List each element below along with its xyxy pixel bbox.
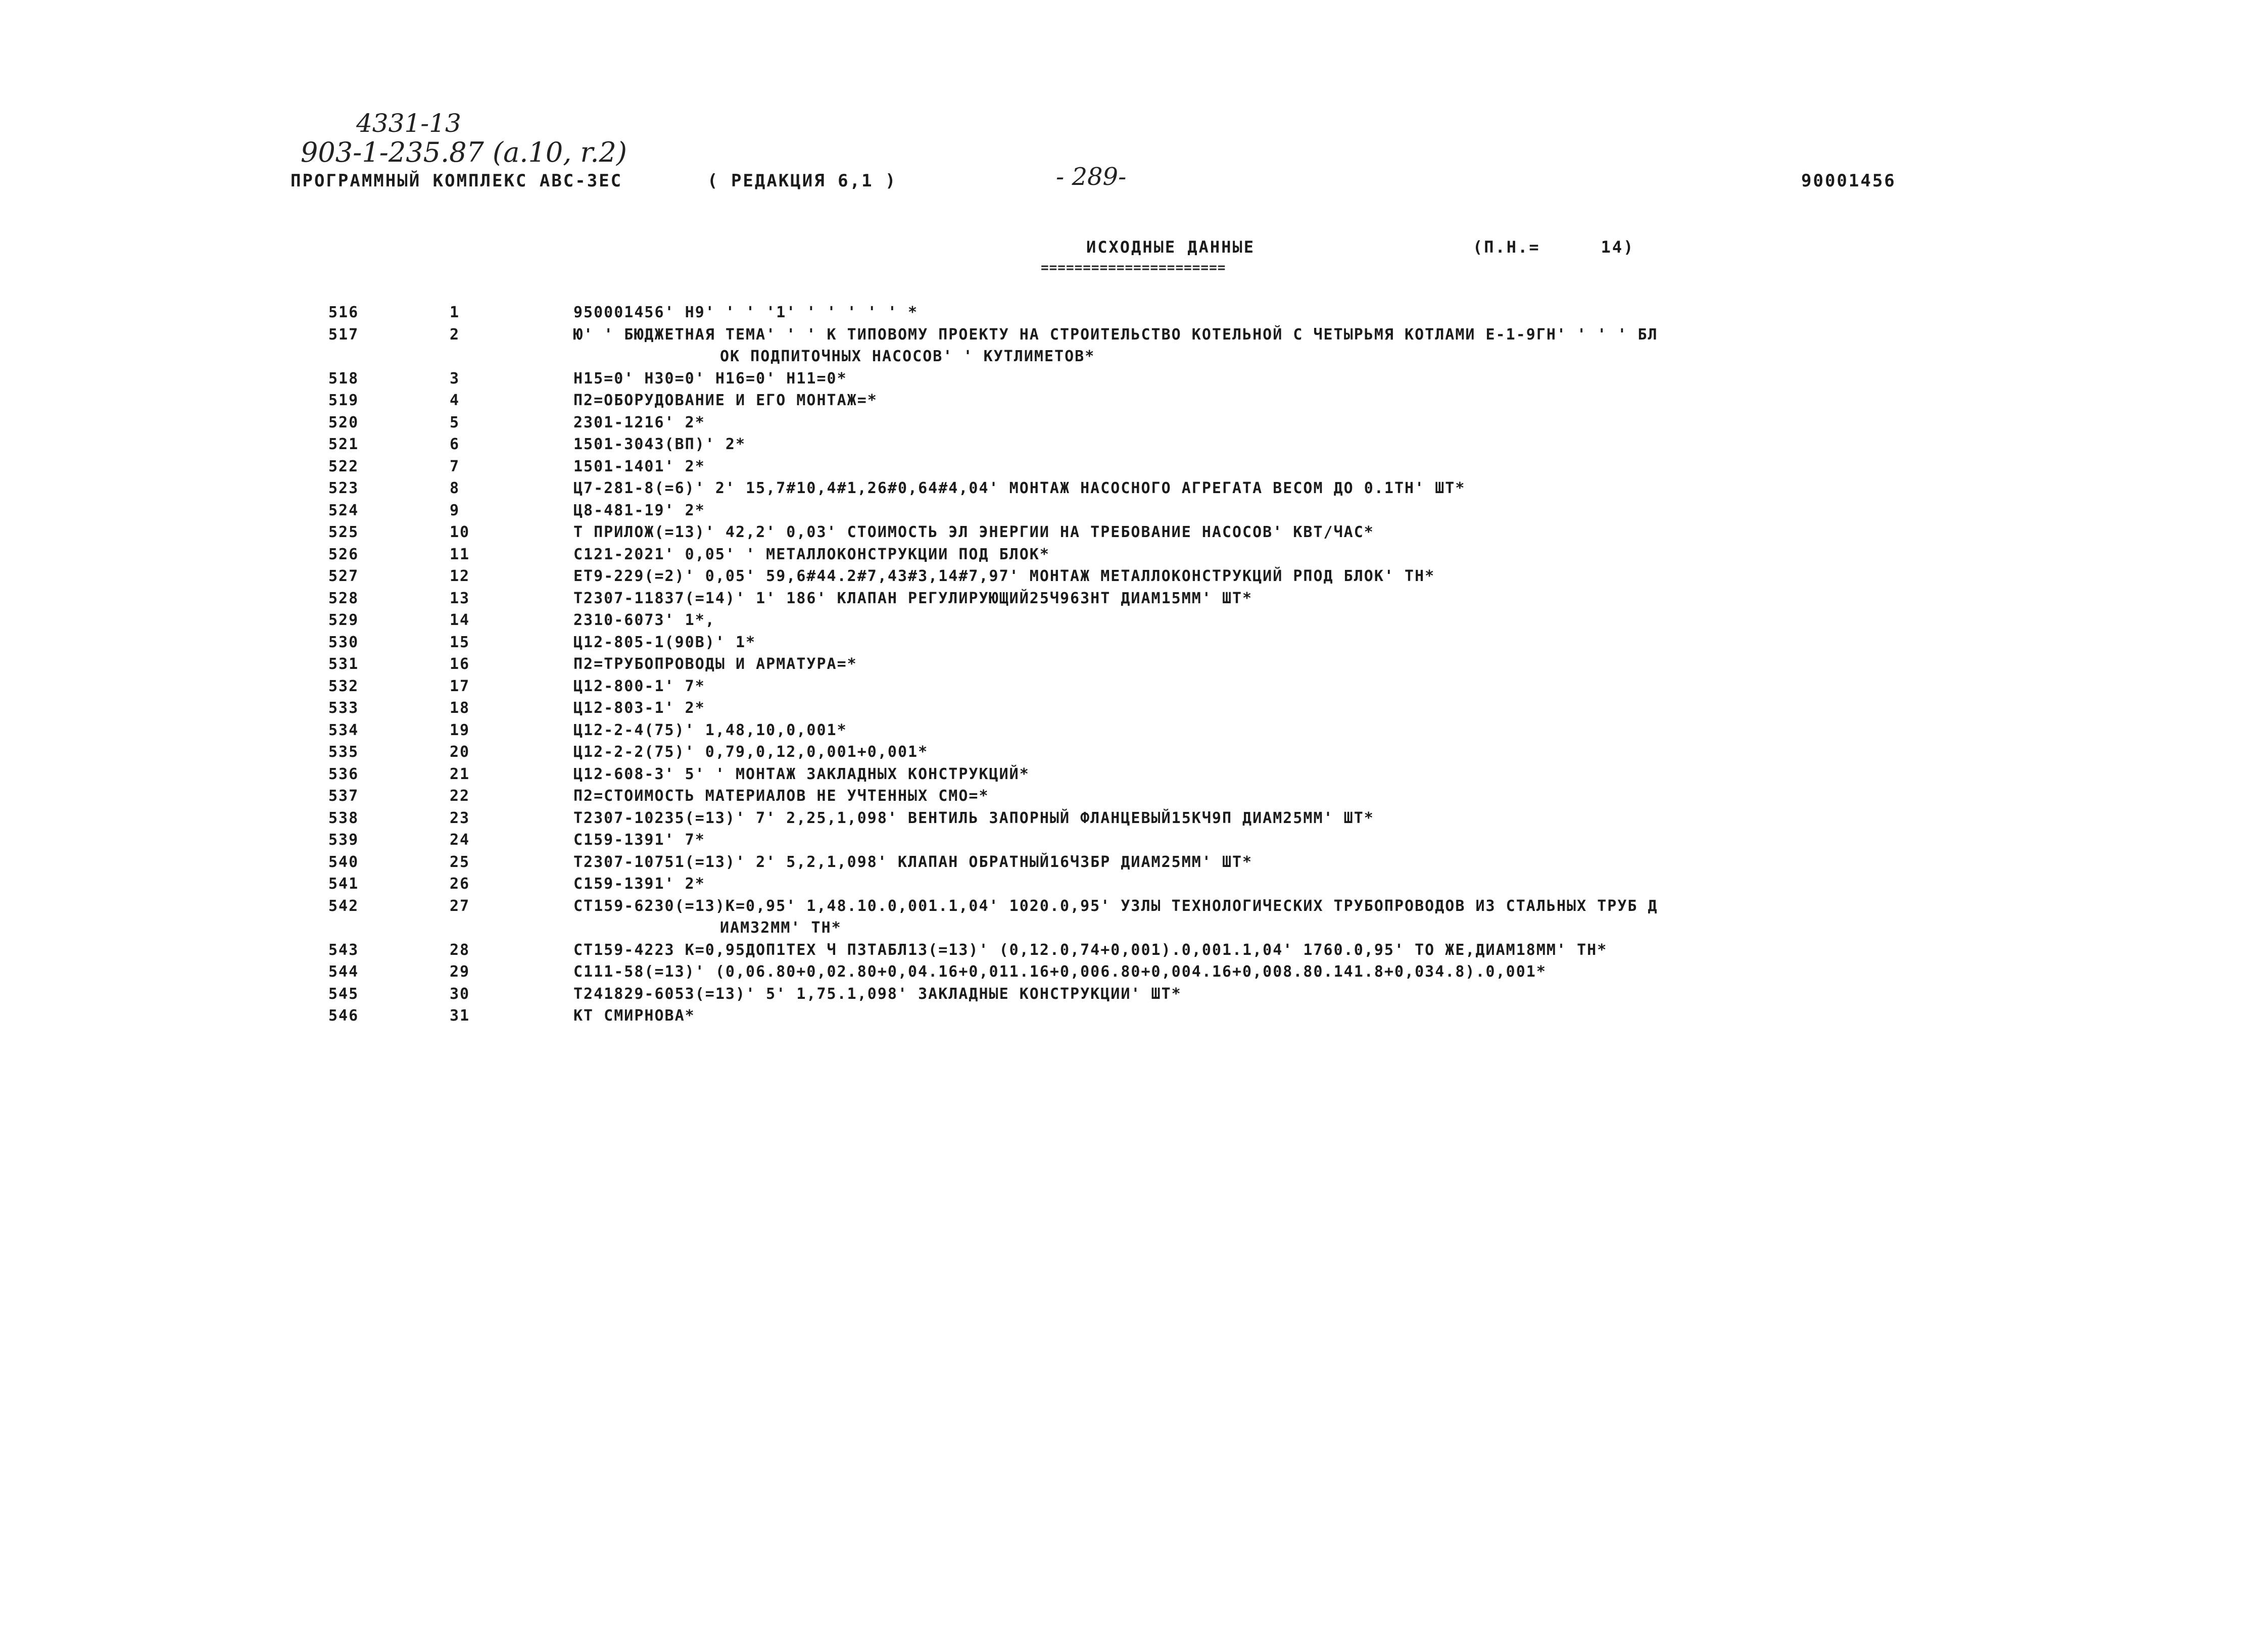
row-text: С111-58(=13)' (0,06.80+0,02.80+0,04.16+0,011.16+0,006.80+0,004.16+0,008.80.141.8+0,034.8).0,001* bbox=[573, 963, 1547, 981]
listing-row bbox=[328, 653, 2011, 675]
listing-row bbox=[328, 961, 2011, 983]
sequence-number: 18 bbox=[450, 699, 470, 717]
listing-row bbox=[328, 697, 2011, 719]
title-underline: ====================== bbox=[1041, 260, 1226, 275]
sequence-number: 22 bbox=[450, 787, 470, 805]
row-text: КТ СМИРНОВА* bbox=[573, 1007, 695, 1025]
line-number: 531 bbox=[328, 655, 359, 673]
handwritten-sheet-number: 4331-13 bbox=[356, 109, 461, 138]
line-number: 545 bbox=[328, 985, 359, 1003]
reference-number: 14) bbox=[1601, 237, 1635, 257]
program-name: ПРОГРАММНЫЙ КОМПЛЕКС АВС-3ЕС bbox=[291, 171, 623, 191]
sequence-number: 15 bbox=[450, 633, 470, 651]
listing-row bbox=[328, 433, 2011, 456]
line-number: 540 bbox=[328, 853, 359, 871]
sequence-number: 21 bbox=[450, 765, 470, 783]
listing-row bbox=[328, 1005, 2011, 1027]
line-number: 521 bbox=[328, 436, 359, 453]
document-code: 90001456 bbox=[1801, 171, 1896, 191]
row-text: Ю' ' БЮДЖЕТНАЯ ТЕМА' ' ' К ТИПОВОМУ ПРОЕКТУ НА СТРОИТЕЛЬСТВО КОТЕЛЬНОЙ С ЧЕТЫРЬМЯ КОТЛАМИ Е-1-9ГН' ' ' ' БЛ bbox=[573, 325, 1658, 344]
sequence-number: 28 bbox=[450, 941, 470, 959]
row-text: Т2307-10235(=13)' 7' 2,25,1,098' ВЕНТИЛЬ ЗАПОРНЫЙ ФЛАНЦЕВЫЙ15КЧ9П ДИАМ25ММ' ШТ* bbox=[573, 809, 1374, 827]
listing-row bbox=[328, 500, 2011, 522]
row-text: Т241829-6053(=13)' 5' 1,75.1,098' ЗАКЛАДНЫЕ КОНСТРУКЦИИ' ШТ* bbox=[573, 985, 1182, 1003]
sequence-number: 29 bbox=[450, 963, 470, 981]
sequence-number: 12 bbox=[450, 567, 470, 585]
sequence-number: 9 bbox=[450, 501, 460, 519]
line-number: 539 bbox=[328, 831, 359, 849]
line-number: 519 bbox=[328, 392, 359, 409]
listing-row bbox=[328, 741, 2011, 763]
sequence-number: 25 bbox=[450, 853, 470, 871]
listing-row bbox=[328, 719, 2011, 742]
line-number: 544 bbox=[328, 963, 359, 981]
row-text: Ц12-2-4(75)' 1,48,10,0,001* bbox=[573, 721, 847, 739]
line-number: 529 bbox=[328, 611, 359, 629]
listing-row bbox=[328, 456, 2011, 478]
listing-body bbox=[328, 302, 2011, 1027]
line-number: 526 bbox=[328, 545, 359, 563]
handwritten-page-number: - 289- bbox=[1056, 163, 1127, 191]
line-number: 538 bbox=[328, 809, 359, 827]
line-number: 537 bbox=[328, 787, 359, 805]
sequence-number: 2 bbox=[450, 325, 460, 344]
line-number: 516 bbox=[328, 304, 359, 321]
section-reference bbox=[1473, 237, 1634, 257]
sequence-number: 11 bbox=[450, 545, 470, 563]
edition-label: ( РЕДАКЦИЯ 6,1 ) bbox=[707, 171, 897, 191]
line-number: 517 bbox=[328, 325, 359, 344]
row-text: Ц12-2-2(75)' 0,79,0,12,0,001+0,001* bbox=[573, 743, 929, 761]
sequence-number: 10 bbox=[450, 523, 470, 541]
line-number: 528 bbox=[328, 589, 359, 607]
row-text: ЕТ9-229(=2)' 0,05' 59,6#44.2#7,43#3,14#7,97' МОНТАЖ МЕТАЛЛОКОНСТРУКЦИЙ РПОД БЛОК' ТН* bbox=[573, 567, 1435, 585]
sequence-number: 23 bbox=[450, 809, 470, 827]
row-text: П2=ОБОРУДОВАНИЕ И ЕГО МОНТАЖ=* bbox=[573, 392, 878, 409]
row-text: С159-1391' 2* bbox=[573, 875, 705, 893]
listing-row bbox=[328, 829, 2011, 851]
sequence-number: 8 bbox=[450, 479, 460, 497]
line-number: 523 bbox=[328, 479, 359, 497]
row-text: Ц12-805-1(90В)' 1* bbox=[573, 633, 756, 651]
row-text: СТ159-6230(=13)К=0,95' 1,48.10.0,001.1,04' 1020.0,95' УЗЛЫ ТЕХНОЛОГИЧЕСКИХ ТРУБОПРОВОДОВ ИЗ СТАЛЬНЫХ ТРУБ Д bbox=[573, 897, 1658, 915]
row-text-continuation: ИАМ32ММ' ТН* bbox=[720, 919, 842, 937]
listing-row bbox=[328, 544, 2011, 566]
listing-row bbox=[328, 851, 2011, 874]
listing-row bbox=[328, 939, 2011, 961]
listing-row bbox=[328, 324, 2011, 346]
row-text: Н15=0' Н30=0' Н16=0' Н11=0* bbox=[573, 369, 847, 388]
sequence-number: 31 bbox=[450, 1007, 470, 1025]
listing-row bbox=[328, 807, 2011, 830]
row-text: С159-1391' 7* bbox=[573, 831, 705, 849]
row-text: Ц12-608-3' 5' ' МОНТАЖ ЗАКЛАДНЫХ КОНСТРУКЦИЙ* bbox=[573, 765, 1030, 783]
listing-row-continuation bbox=[328, 917, 2011, 939]
row-text: Ц7-281-8(=6)' 2' 15,7#10,4#1,26#0,64#4,04' МОНТАЖ НАСОСНОГО АГРЕГАТА ВЕСОМ ДО 0.1ТН' ШТ* bbox=[573, 479, 1466, 497]
row-text: Т ПРИЛОЖ(=13)' 42,2' 0,03' СТОИМОСТЬ ЭЛ ЭНЕРГИИ НА ТРЕБОВАНИЕ НАСОСОВ' КВТ/ЧАС* bbox=[573, 523, 1374, 541]
listing-row bbox=[328, 368, 2011, 390]
sequence-number: 30 bbox=[450, 985, 470, 1003]
row-text: 2301-1216' 2* bbox=[573, 413, 705, 431]
listing-row-continuation bbox=[328, 346, 2011, 368]
line-number: 536 bbox=[328, 765, 359, 783]
row-text: 950001456' Н9' ' ' '1' ' ' ' ' ' * bbox=[573, 304, 919, 321]
line-number: 546 bbox=[328, 1007, 359, 1025]
handwritten-project-code: 903-1-235.87 (a.10, r.2) bbox=[301, 136, 627, 168]
line-number: 527 bbox=[328, 567, 359, 585]
sequence-number: 20 bbox=[450, 743, 470, 761]
listing-row bbox=[328, 785, 2011, 807]
line-number: 533 bbox=[328, 699, 359, 717]
line-number: 542 bbox=[328, 897, 359, 915]
sequence-number: 1 bbox=[450, 304, 460, 321]
row-text: СТ159-4223 К=0,95ДОП1ТЕХ Ч П3ТАБЛ13(=13)' (0,12.0,74+0,001).0,001.1,04' 1760.0,95' ТО ЖЕ,ДИАМ18ММ' ТН* bbox=[573, 941, 1608, 959]
listing-row bbox=[328, 763, 2011, 786]
sequence-number: 7 bbox=[450, 457, 460, 475]
listing-row bbox=[328, 521, 2011, 544]
sequence-number: 4 bbox=[450, 392, 460, 409]
row-text: 2310-6073' 1*, bbox=[573, 611, 715, 629]
sequence-number: 3 bbox=[450, 369, 460, 388]
line-number: 524 bbox=[328, 501, 359, 519]
listing-row bbox=[328, 477, 2011, 500]
line-number: 522 bbox=[328, 457, 359, 475]
listing-row bbox=[328, 873, 2011, 895]
sequence-number: 13 bbox=[450, 589, 470, 607]
row-text-continuation: ОК ПОДПИТОЧНЫХ НАСОСОВ' ' КУТЛИМЕТОВ* bbox=[720, 348, 1095, 365]
sequence-number: 17 bbox=[450, 677, 470, 695]
listing-row bbox=[328, 675, 2011, 698]
listing-row bbox=[328, 565, 2011, 588]
line-number: 518 bbox=[328, 369, 359, 388]
row-text: Ц8-481-19' 2* bbox=[573, 501, 705, 519]
row-text: Ц12-803-1' 2* bbox=[573, 699, 705, 717]
row-text: 1501-3043(ВП)' 2* bbox=[573, 436, 746, 453]
listing-row bbox=[328, 588, 2011, 610]
sequence-number: 24 bbox=[450, 831, 470, 849]
line-number: 520 bbox=[328, 413, 359, 431]
reference-label: (П.Н.= bbox=[1473, 237, 1540, 257]
sequence-number: 14 bbox=[450, 611, 470, 629]
sequence-number: 27 bbox=[450, 897, 470, 915]
row-text: Т2307-10751(=13)' 2' 5,2,1,098' КЛАПАН ОБРАТНЫЙ16Ч3БР ДИАМ25ММ' ШТ* bbox=[573, 853, 1253, 871]
sequence-number: 26 bbox=[450, 875, 470, 893]
row-text: Ц12-800-1' 7* bbox=[573, 677, 705, 695]
line-number: 534 bbox=[328, 721, 359, 739]
sequence-number: 19 bbox=[450, 721, 470, 739]
listing-row bbox=[328, 632, 2011, 654]
line-number: 530 bbox=[328, 633, 359, 651]
line-number: 543 bbox=[328, 941, 359, 959]
sequence-number: 6 bbox=[450, 436, 460, 453]
sequence-number: 16 bbox=[450, 655, 470, 673]
line-number: 535 bbox=[328, 743, 359, 761]
section-title: ИСХОДНЫЕ ДАННЫЕ bbox=[1086, 237, 1255, 257]
listing-row bbox=[328, 983, 2011, 1005]
sequence-number: 5 bbox=[450, 413, 460, 431]
row-text: С121-2021' 0,05' ' МЕТАЛЛОКОНСТРУКЦИИ ПОД БЛОК* bbox=[573, 545, 1050, 563]
listing-row bbox=[328, 609, 2011, 632]
row-text: П2=ТРУБОПРОВОДЫ И АРМАТУРА=* bbox=[573, 655, 857, 673]
line-number: 532 bbox=[328, 677, 359, 695]
line-number: 541 bbox=[328, 875, 359, 893]
line-number: 525 bbox=[328, 523, 359, 541]
row-text: П2=СТОИМОСТЬ МАТЕРИАЛОВ НЕ УЧТЕННЫХ СМО=* bbox=[573, 787, 989, 805]
row-text: Т2307-11837(=14)' 1' 186' КЛАПАН РЕГУЛИРУЮЩИЙ25Ч963НТ ДИАМ15ММ' ШТ* bbox=[573, 589, 1253, 607]
listing-row bbox=[328, 412, 2011, 434]
listing-row bbox=[328, 390, 2011, 412]
listing-row bbox=[328, 302, 2011, 324]
listing-row bbox=[328, 895, 2011, 918]
row-text: 1501-1401' 2* bbox=[573, 457, 705, 475]
